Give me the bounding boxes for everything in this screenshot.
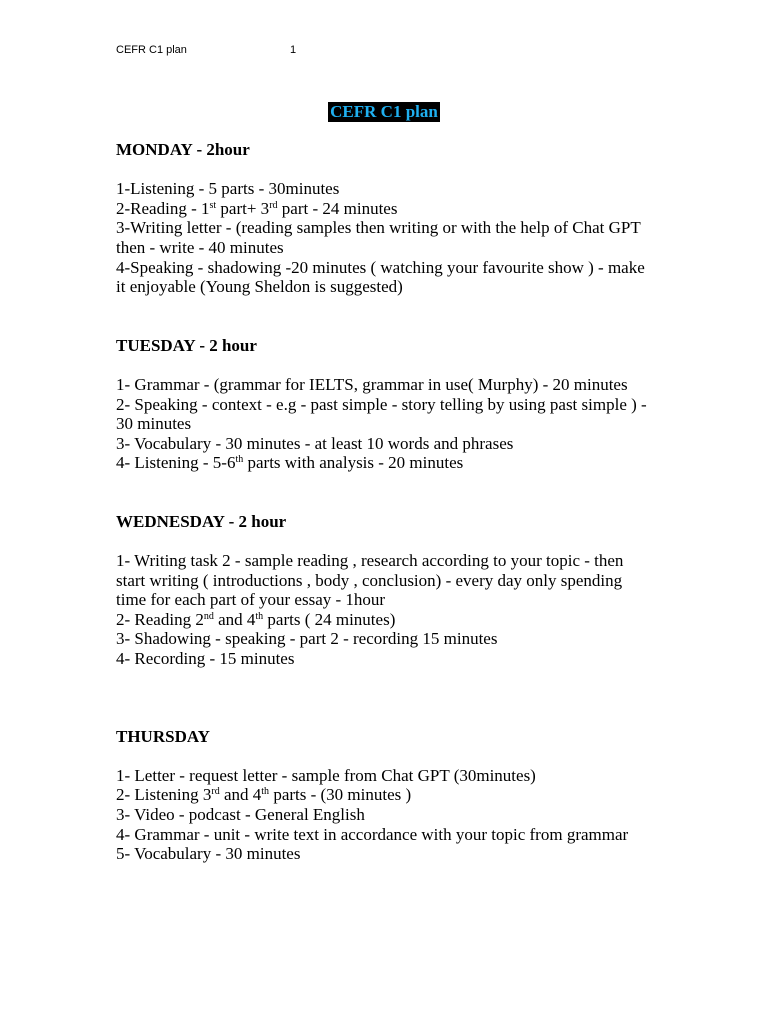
list-item: 3- Video - podcast - General English	[116, 805, 365, 825]
text-run: 2-Reading - 1	[116, 198, 210, 218]
text-run: 2- Listening 3	[116, 785, 212, 805]
text-run: 4- Listening - 5-6	[116, 453, 236, 473]
page-header	[116, 44, 297, 56]
list-item	[116, 199, 656, 219]
superscript: th	[261, 786, 270, 798]
day-name: MONDAY	[116, 140, 193, 159]
list-item: 1- Writing task 2 - sample reading , research according to your topic - then start writing ( introductions , body , conclusion) - every day only spending time for each part of your essay - 1hour	[116, 551, 624, 610]
day-heading-wednesday	[116, 512, 656, 532]
text-run: 2- Reading 2	[116, 609, 204, 629]
list-item	[116, 785, 656, 805]
day-name: TUESDAY	[116, 335, 196, 355]
day-heading-thursday	[116, 727, 656, 747]
superscript: rd	[269, 199, 278, 211]
list-item: 3- Vocabulary - 30 minutes - at least 10 words and phrases	[116, 433, 514, 453]
day-heading-tuesday	[116, 336, 656, 356]
header-page-number: 1	[290, 44, 297, 56]
list-item: 4- Recording - 15 minutes	[116, 649, 295, 669]
document-title: CEFR C1 plan	[330, 102, 438, 121]
list-item: 1- Letter - request letter - sample from Chat GPT (30minutes)	[116, 765, 536, 785]
day-heading-monday	[116, 140, 656, 160]
day-duration: - 2 hour	[195, 335, 257, 355]
title-wrapper	[0, 102, 768, 122]
list-item: 4- Grammar - unit - write text in accordance with your topic from grammar	[116, 824, 629, 844]
superscript: rd	[211, 786, 220, 798]
list-item	[116, 610, 656, 630]
superscript: th	[255, 610, 264, 622]
superscript: st	[209, 199, 217, 211]
text-run: parts - (30 minutes )	[269, 785, 412, 805]
day-duration: - 2 hour	[224, 511, 287, 531]
text-run: parts ( 24 minutes)	[263, 609, 396, 629]
day-name: THURSDAY	[116, 726, 210, 746]
list-item: 1- Grammar - (grammar for IELTS, grammar in use( Murphy) - 20 minutes	[116, 374, 628, 394]
text-run: and 4	[213, 609, 256, 629]
list-item: 4-Speaking - shadowing -20 minutes ( watching your favourite show ) - make it enjoyable (Young Sheldon is suggested)	[116, 257, 645, 297]
list-item: 1-Listening - 5 parts - 30minutes	[116, 179, 340, 199]
day-name: WEDNESDAY	[116, 511, 225, 531]
text-run: and 4	[219, 785, 262, 805]
day-duration: - 2hour	[192, 140, 250, 159]
text-run: part - 24 minutes	[277, 198, 398, 218]
superscript: nd	[203, 610, 214, 622]
list-item: 3- Shadowing - speaking - part 2 - recording 15 minutes	[116, 629, 498, 649]
list-item: 3-Writing letter - (reading samples then writing or with the help of Chat GPT then - write - 40 minutes	[116, 218, 641, 257]
document-body	[116, 140, 656, 864]
text-run: part+ 3	[216, 198, 270, 218]
text-run: parts with analysis - 20 minutes	[243, 453, 464, 473]
superscript: th	[235, 454, 244, 466]
header-doc-name: CEFR C1 plan	[116, 44, 187, 56]
list-item: 5- Vocabulary - 30 minutes	[116, 844, 301, 864]
list-item: 2- Speaking - context - e.g - past simple - story telling by using past simple ) - 30 minutes	[116, 394, 647, 434]
list-item	[116, 453, 656, 473]
